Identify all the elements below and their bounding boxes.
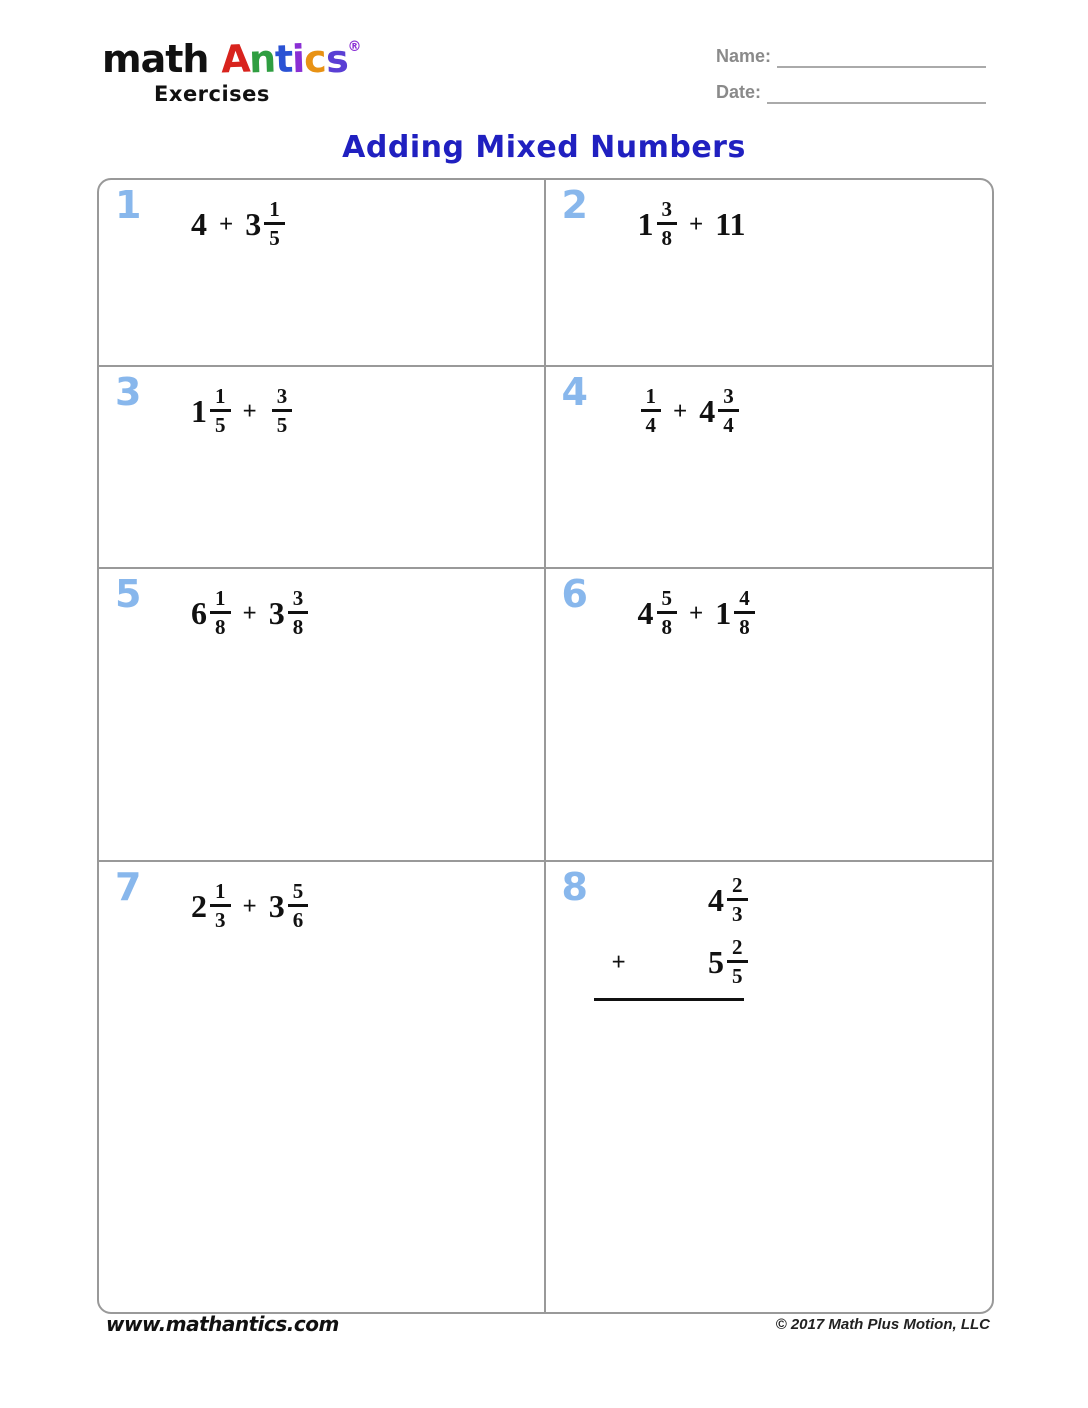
fraction-numerator: 1 bbox=[210, 880, 231, 907]
problem-expression bbox=[191, 198, 285, 250]
fraction-denominator: 4 bbox=[723, 413, 734, 438]
fraction-numerator: 5 bbox=[657, 587, 678, 614]
logo-word-antics bbox=[221, 37, 348, 81]
problem-expression bbox=[191, 587, 308, 639]
problem-number: 8 bbox=[561, 865, 588, 909]
fraction bbox=[288, 587, 309, 639]
mixed-number-whole: 3 bbox=[268, 595, 285, 632]
fraction-denominator: 5 bbox=[215, 413, 226, 438]
mixed-number-whole: 5 bbox=[708, 944, 724, 981]
fraction-numerator: 3 bbox=[718, 385, 739, 412]
fraction-denominator: 5 bbox=[732, 964, 743, 989]
problem-expression bbox=[191, 880, 308, 932]
vertical-addition-problem bbox=[608, 874, 748, 1001]
fraction-numerator: 1 bbox=[641, 385, 662, 412]
fraction bbox=[288, 880, 309, 932]
plus-operator: + bbox=[611, 948, 626, 976]
plus-operator: + bbox=[673, 397, 688, 425]
problem-cell-7 bbox=[99, 862, 546, 1312]
footer-website: www.mathantics.com bbox=[106, 1312, 339, 1336]
fraction-numerator: 5 bbox=[288, 880, 309, 907]
fraction-denominator: 8 bbox=[215, 615, 226, 640]
problem-number: 4 bbox=[561, 370, 588, 414]
problem-cell-6 bbox=[546, 569, 993, 862]
fraction bbox=[718, 385, 739, 437]
fraction bbox=[727, 936, 748, 988]
logo-letter: n bbox=[248, 36, 276, 82]
problems-grid bbox=[97, 178, 994, 1314]
fraction-denominator: 3 bbox=[732, 902, 743, 927]
logo-letter: s bbox=[325, 36, 349, 82]
footer-copyright: © 2017 Math Plus Motion, LLC bbox=[775, 1316, 990, 1333]
problem-number: 6 bbox=[561, 572, 588, 616]
fraction-denominator: 3 bbox=[215, 908, 226, 933]
fraction-denominator: 5 bbox=[269, 226, 280, 251]
logo-word-math: math bbox=[102, 37, 209, 81]
fraction-denominator: 4 bbox=[645, 413, 656, 438]
whole-number: 11 bbox=[715, 206, 746, 243]
worksheet-title: Adding Mixed Numbers bbox=[342, 130, 746, 165]
logo-letter: A bbox=[219, 36, 250, 82]
fraction bbox=[727, 874, 748, 926]
logo-wordmark bbox=[102, 36, 361, 82]
sum-line bbox=[594, 998, 744, 1001]
fraction bbox=[264, 198, 285, 250]
logo-letter: c bbox=[303, 36, 327, 82]
problem-cell-8 bbox=[546, 862, 993, 1312]
problem-number: 5 bbox=[115, 572, 142, 616]
problem-number: 3 bbox=[115, 370, 142, 414]
problem-expression bbox=[638, 587, 755, 639]
fraction-denominator: 8 bbox=[661, 226, 672, 251]
date-blank-line bbox=[767, 82, 986, 104]
problem-number: 2 bbox=[561, 183, 588, 227]
name-date-fields bbox=[716, 46, 986, 118]
fraction-numerator: 4 bbox=[734, 587, 755, 614]
whole-number: 4 bbox=[191, 206, 207, 243]
fraction-denominator: 6 bbox=[292, 908, 304, 933]
fraction-numerator: 3 bbox=[288, 587, 309, 614]
fraction-denominator: 8 bbox=[661, 615, 672, 640]
mixed-number-whole: 4 bbox=[637, 595, 654, 632]
fraction bbox=[657, 587, 678, 639]
problem-expression bbox=[638, 385, 739, 437]
mixed-number-whole: 6 bbox=[191, 595, 207, 632]
fraction-numerator: 1 bbox=[264, 198, 285, 225]
fraction-numerator: 1 bbox=[210, 587, 231, 614]
fraction-numerator: 3 bbox=[657, 198, 678, 225]
math-antics-logo bbox=[102, 36, 361, 106]
mixed-number-whole: 2 bbox=[191, 888, 207, 925]
mixed-number-whole: 3 bbox=[268, 888, 285, 925]
problem-expression bbox=[191, 385, 292, 437]
plus-operator: + bbox=[689, 210, 704, 238]
plus-operator: + bbox=[242, 599, 257, 627]
registered-trademark-symbol: ® bbox=[347, 39, 361, 55]
plus-operator: + bbox=[242, 397, 257, 425]
fraction-denominator: 8 bbox=[739, 615, 750, 640]
mixed-number-whole: 1 bbox=[637, 206, 654, 243]
fraction bbox=[657, 198, 678, 250]
plus-operator: + bbox=[242, 892, 257, 920]
fraction bbox=[734, 587, 755, 639]
fraction bbox=[210, 587, 231, 639]
logo-letter: i bbox=[291, 36, 306, 82]
fraction-numerator: 2 bbox=[727, 936, 748, 963]
fraction-numerator: 3 bbox=[272, 385, 293, 412]
problem-cell-3 bbox=[99, 367, 546, 569]
name-field-row bbox=[716, 46, 986, 68]
problem-cell-1 bbox=[99, 180, 546, 367]
vertical-addition-row bbox=[608, 874, 748, 926]
date-label: Date: bbox=[716, 82, 762, 103]
mixed-number-whole: 4 bbox=[708, 882, 724, 919]
mixed-number-whole: 1 bbox=[715, 595, 732, 632]
name-label: Name: bbox=[716, 46, 772, 67]
fraction bbox=[272, 385, 293, 437]
mixed-number-whole: 1 bbox=[191, 393, 207, 430]
logo-letter: t bbox=[274, 36, 294, 82]
problem-number: 7 bbox=[115, 865, 142, 909]
fraction-denominator: 8 bbox=[292, 615, 304, 640]
plus-operator: + bbox=[689, 599, 704, 627]
problem-cell-5 bbox=[99, 569, 546, 862]
problem-cell-4 bbox=[546, 367, 993, 569]
mixed-number-whole: 3 bbox=[245, 206, 262, 243]
problem-number: 1 bbox=[115, 183, 142, 227]
logo-subtitle-exercises: Exercises bbox=[154, 82, 270, 106]
fraction-numerator: 2 bbox=[727, 874, 748, 901]
problem-expression bbox=[638, 198, 746, 250]
mixed-number-whole: 4 bbox=[699, 393, 716, 430]
fraction bbox=[210, 385, 231, 437]
plus-operator: + bbox=[219, 210, 234, 238]
date-field-row bbox=[716, 82, 986, 104]
fraction-denominator: 5 bbox=[276, 413, 288, 438]
problem-cell-2 bbox=[546, 180, 993, 367]
name-blank-line bbox=[777, 46, 986, 68]
fraction bbox=[641, 385, 662, 437]
vertical-addition-row bbox=[608, 936, 748, 988]
fraction bbox=[210, 880, 231, 932]
fraction-numerator: 1 bbox=[210, 385, 231, 412]
